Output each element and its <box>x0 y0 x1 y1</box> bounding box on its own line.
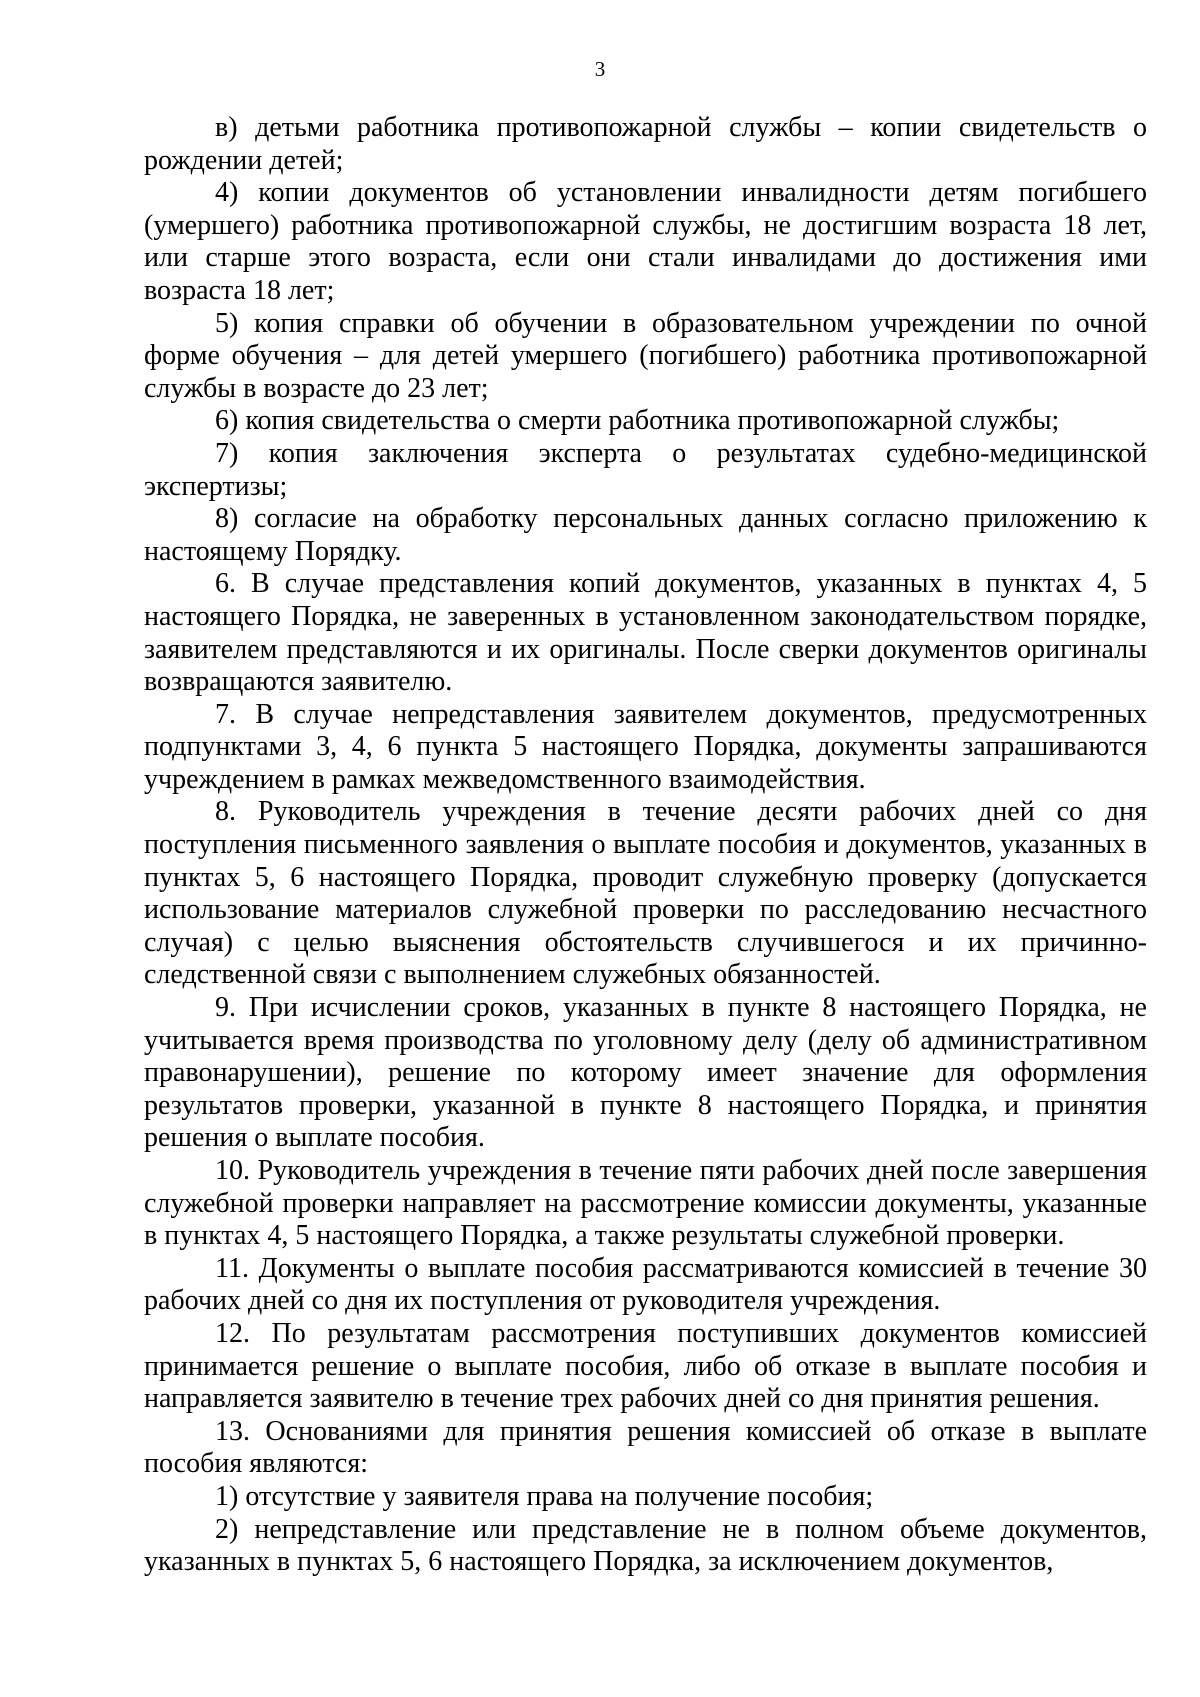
paragraph-item-9: 9. При исчислении сроков, указанных в пункте 8 настоящего Порядка, не учитывается время производства по уголовному делу (делу об административном правонарушении), решение по которому имеет значение для оформления результатов проверки, указанной в пункте 8 настоящего Порядка, и принятия решения о выплате пособия. <box>144 992 1147 1154</box>
paragraph-subitem-v: в) детьми работника противопожарной службы – копии свидетельств о рождении детей; <box>144 112 1147 176</box>
paragraph-subitem-4: 4) копии документов об установлении инвалидности детям погибшего (умершего) работника противопожарной службы, не достигшим возраста 18 лет, или старше этого возраста, если они стали инвалидами до достижения ими возраста 18 лет; <box>144 177 1147 306</box>
paragraph-item-6: 6. В случае представления копий документов, указанных в пунктах 4, 5 настоящего Порядка, не заверенных в установленном законодательством порядке, заявителем представляются и их оригиналы. После сверки документов оригиналы возвращаются заявителю. <box>144 568 1147 698</box>
paragraph-subitem-8: 8) согласие на обработку персональных данных согласно приложению к настоящему Порядку. <box>144 503 1147 567</box>
paragraph-item-10: 10. Руководитель учреждения в течение пяти рабочих дней после завершения служебной проверки направляет на рассмотрение комиссии документы, указанные в пунктах 4, 5 настоящего Порядка, а также результаты служебной проверки. <box>144 1155 1147 1252</box>
paragraph-item-13: 13. Основаниями для принятия решения комиссией об отказе в выплате пособия являются: <box>144 1415 1147 1480</box>
paragraph-item-13-subitem-2: 2) непредставление или представление не в полном объеме документов, указанных в пунктах 5, 6 настоящего Порядка, за исключением документов, <box>144 1513 1147 1578</box>
paragraph-item-13-subitem-1: 1) отсутствие у заявителя права на получение пособия; <box>215 1480 874 1512</box>
page-number: 3 <box>594 57 606 81</box>
paragraph-item-8: 8. Руководитель учреждения в течение десяти рабочих дней со дня поступления письменного заявления о выплате пособия и документов, указанных в пунктах 5, 6 настоящего Порядка, проводит служебную проверку (допускается использование материалов служебной проверки по расследованию несчастного случая) с целью выяснения обстоятельств случившегося и их причинно-следственной связи с выполнением служебных обязанностей. <box>144 796 1147 991</box>
paragraph-subitem-5: 5) копия справки об обучении в образовательном учреждении по очной форме обучения – для детей умершего (погибшего) работника противопожарной службы в возрасте до 23 лет; <box>144 307 1147 404</box>
paragraph-item-11: 11. Документы о выплате пособия рассматриваются комиссией в течение 30 рабочих дней со дня их поступления от руководителя учреждения. <box>144 1252 1147 1317</box>
document-body <box>144 112 1147 1579</box>
paragraph-item-7: 7. В случае непредставления заявителем документов, предусмотренных подпунктами 3, 4, 6 пункта 5 настоящего Порядка, документы запрашиваются учреждением в рамках межведомственного взаимодействия. <box>144 698 1147 795</box>
paragraph-subitem-7: 7) копия заключения эксперта о результатах судебно-медицинской экспертизы; <box>144 437 1147 502</box>
paragraph-subitem-6: 6) копия свидетельства о смерти работника противопожарной службы; <box>215 405 1060 437</box>
paragraph-item-12: 12. По результатам рассмотрения поступивших документов комиссией принимается решение о выплате пособия, либо об отказе в выплате пособия и направляется заявителю в течение трех рабочих дней со дня принятия решения. <box>144 1317 1147 1415</box>
